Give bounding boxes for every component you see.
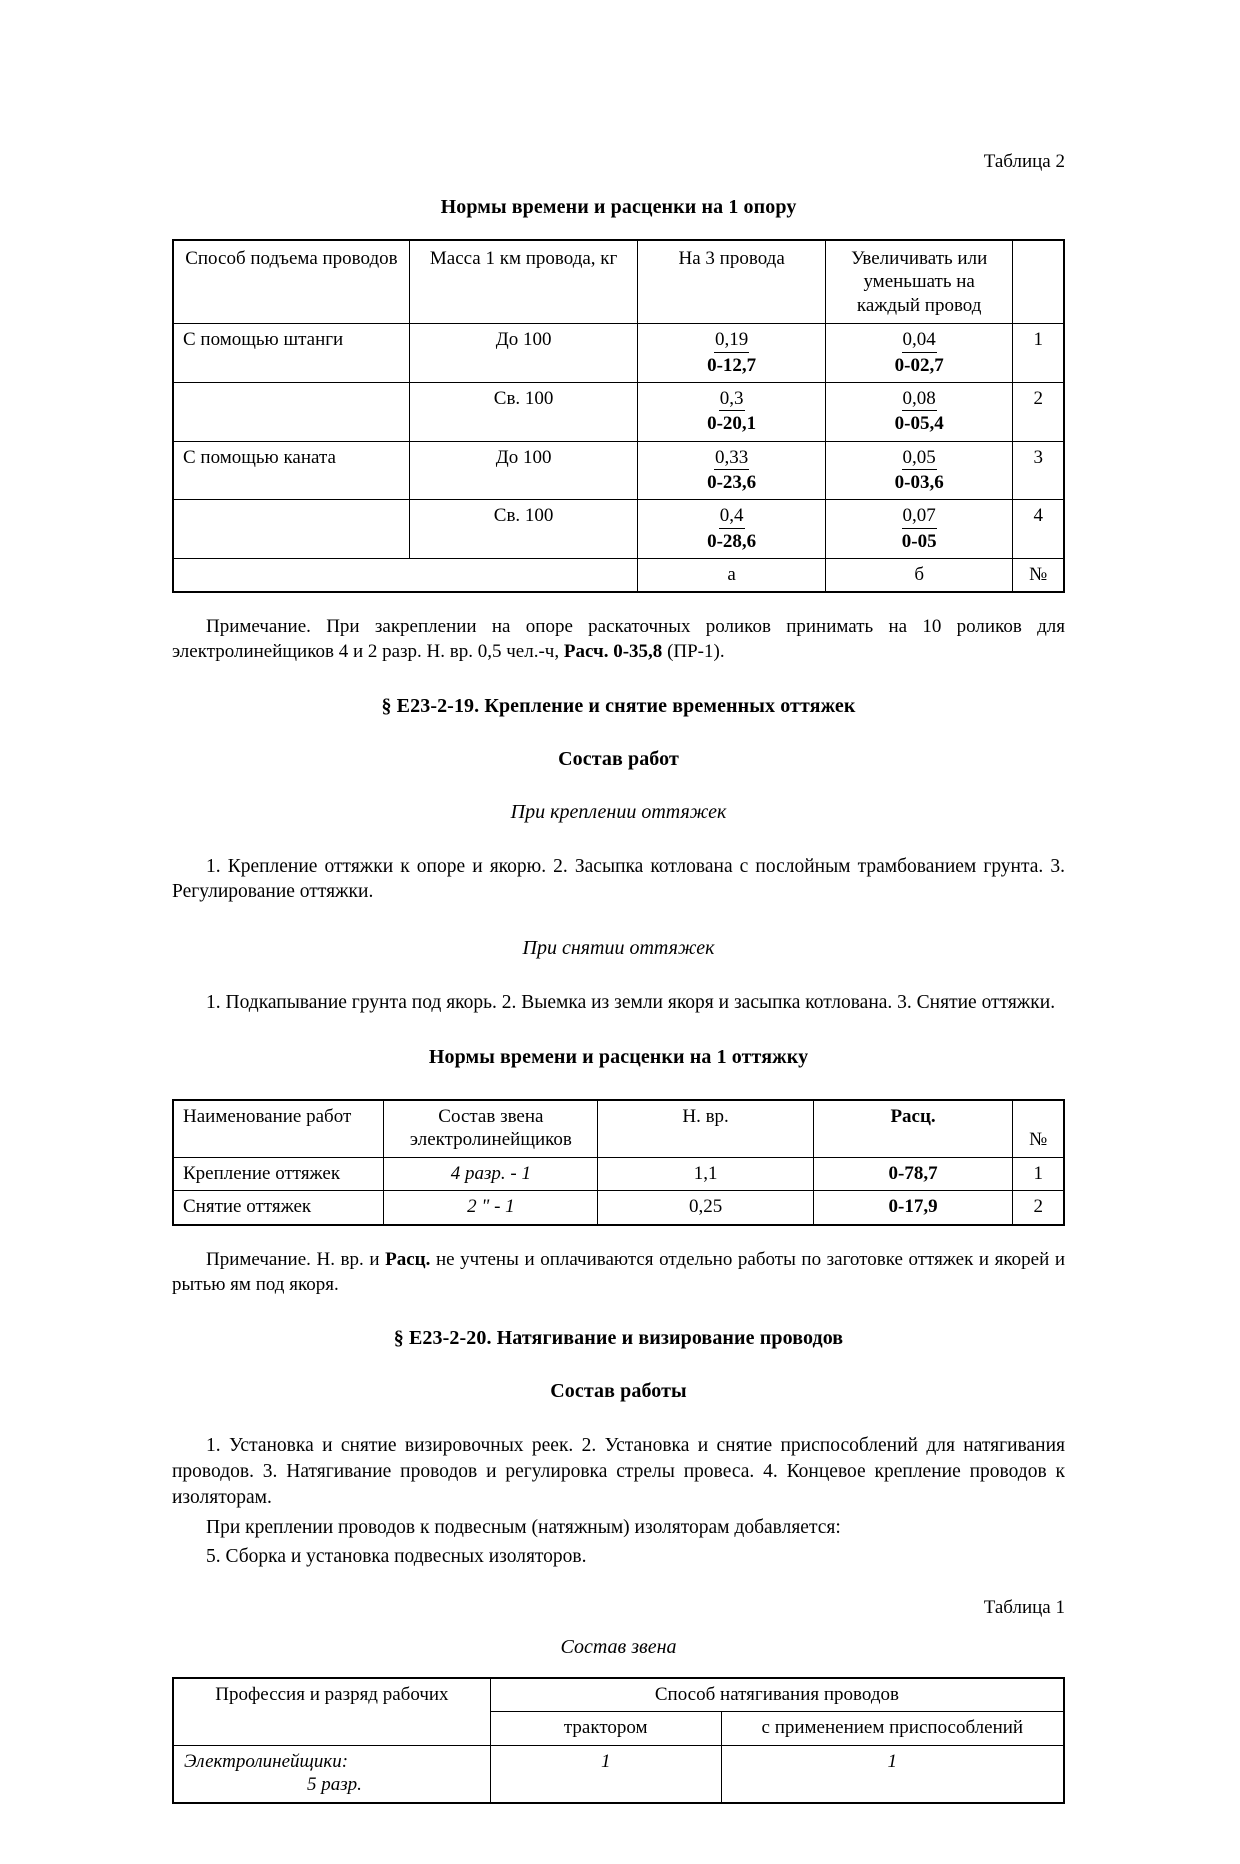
paragraph-insulator-assembly: 5. Сборка и установка подвесных изоляторов.	[206, 1546, 587, 1568]
table2-r1-norm: 0,25	[598, 1191, 813, 1225]
paragraph-tensioning-steps: 1. Установка и снятие визировочных реек. 2. Установка и снятие приспособлений для натягивания проводов. 3. Натягивание проводов и регулировка стрелы провеса. 4. Концевое крепление проводов к изоляторам.	[172, 1435, 1065, 1508]
table2-header-rate: Расц.	[813, 1100, 1013, 1158]
table1-r1-each	[825, 382, 1013, 441]
subheading-attaching: При креплении оттяжек	[510, 800, 727, 823]
section-heading-e23-2-20: § Е23-2-20. Натягивание и визирование проводов	[393, 1327, 844, 1350]
profession-name: Электролинейщики:	[184, 1750, 349, 1772]
table-row	[173, 1191, 1064, 1225]
table1-r0-each	[825, 324, 1013, 383]
table1-r2-method: С помощью каната	[173, 441, 409, 500]
table2-r0-num: 1	[1013, 1157, 1064, 1191]
norm-value: 0,08	[902, 388, 937, 411]
norm-value: 0,3	[719, 388, 745, 411]
table3-header-profession: Профессия и разряд рабочих	[173, 1678, 490, 1746]
table1-footer-blank	[173, 558, 638, 592]
table2-r1-crew: 2 " - 1	[384, 1191, 598, 1225]
table1-r0-method: С помощью штанги	[173, 324, 409, 383]
table3-header-method-span: Способ натягивания проводов	[490, 1678, 1064, 1712]
note-text-a: При закреплении на опоре раскаточных роликов принимать на 10 роликов для электролинейщиков 4 и 2 разр. Н. вр. 0,5 чел.-ч,	[172, 616, 1066, 662]
table3-caption: Таблица 1	[983, 1597, 1065, 1619]
table-row	[173, 441, 1064, 500]
table3-r0-devices: 1	[721, 1745, 1064, 1803]
table1-r1-three	[638, 382, 826, 441]
table3-r0-profession	[173, 1745, 490, 1803]
paragraph-suspension-note: При креплении проводов к подвесным (натяжным) изоляторам добавляется:	[206, 1516, 841, 1538]
note-lead: Примечание.	[206, 616, 311, 638]
table-header-row	[173, 1678, 1064, 1712]
table-row	[173, 1745, 1064, 1803]
table1-r2-each	[825, 441, 1013, 500]
table2-r0-rate: 0-78,7	[813, 1157, 1013, 1191]
table1-r3-three	[638, 500, 826, 559]
subheading-removing: При снятии оттяжек	[522, 937, 715, 960]
table1-r0-num: 1	[1013, 324, 1064, 383]
rate-value: 0-03,6	[894, 471, 944, 493]
table1-header-each-wire: Увеличивать или уменьшать на каждый провод	[825, 240, 1013, 324]
table2-r1-num: 2	[1013, 1191, 1064, 1225]
section-heading-e23-2-19: § Е23-2-19. Крепление и снятие временных оттяжек	[381, 694, 856, 717]
table2-header-work: Наименование работ	[173, 1100, 384, 1158]
note-after-table2	[172, 1248, 1065, 1297]
table1-header-num	[1013, 240, 1064, 324]
rate-value: 0-05,4	[894, 413, 944, 435]
composition-title-20: Состав работы	[550, 1380, 687, 1403]
table-row	[173, 382, 1064, 441]
norm-value: 0,33	[714, 447, 749, 470]
table-row	[173, 1157, 1064, 1191]
table1-r3-mass: Св. 100	[409, 500, 638, 559]
paragraph-attaching-steps: 1. Крепление оттяжки к опоре и якорю. 2. Засыпка котлована с послойным трамбованием грунта. 3. Регулирование оттяжки.	[172, 855, 1065, 903]
note-lead: Примечание.	[206, 1249, 311, 1271]
note-bold: Расч. 0-35,8	[563, 640, 663, 662]
table-header-row	[173, 240, 1064, 324]
note-text-c: (ПР-1).	[667, 640, 725, 662]
table2-header-num: №	[1013, 1100, 1064, 1158]
table-norms-per-support	[172, 239, 1065, 594]
table2-header-crew: Состав звена электролинейщиков	[384, 1100, 598, 1158]
table-footer-row	[173, 558, 1064, 592]
norm-value: 0,4	[719, 505, 745, 528]
norm-value: 0,07	[902, 505, 937, 528]
note-after-table1	[172, 615, 1065, 664]
note-bold: Расц.	[385, 1249, 431, 1271]
norm-value: 0,05	[902, 447, 937, 470]
table1-r3-num: 4	[1013, 500, 1064, 559]
table3-header-devices: с применением приспособлений	[721, 1712, 1064, 1746]
table-crew-composition	[172, 1677, 1065, 1804]
table1-r2-mass: До 100	[409, 441, 638, 500]
table2-r1-work: Снятие оттяжек	[173, 1191, 384, 1225]
table2-r0-crew: 4 разр. - 1	[384, 1157, 598, 1191]
note-text-c: не учтены и оплачиваются отдельно работы по заготовке оттяжек и якорей и рытью ям под якоря.	[172, 1249, 1066, 1295]
rate-value: 0-05	[901, 530, 937, 552]
note-text-a: Н. вр. и	[316, 1249, 380, 1271]
table1-footer-b: б	[825, 558, 1013, 592]
norm-value: 0,04	[902, 329, 937, 352]
table3-title: Состав звена	[560, 1635, 677, 1658]
table1-header-method: Способ подъема проводов	[173, 240, 409, 324]
table1-footer-a: а	[638, 558, 826, 592]
rate-value: 0-23,6	[707, 471, 757, 493]
profession-rank: 5 разр.	[306, 1774, 362, 1796]
paragraph-removing-steps: 1. Подкапывание грунта под якорь. 2. Выемка из земли якоря и засыпка котлована. 3. Снятие оттяжки.	[206, 992, 1056, 1014]
rate-value: 0-02,7	[894, 354, 944, 376]
table-header-row	[173, 1100, 1064, 1158]
table3-r0-tractor: 1	[490, 1745, 721, 1803]
table2-r0-norm: 1,1	[598, 1157, 813, 1191]
table1-r2-three	[638, 441, 826, 500]
table1-r1-num: 2	[1013, 382, 1064, 441]
table1-header-three-wires: На 3 провода	[638, 240, 826, 324]
table2-r0-work: Крепление оттяжек	[173, 1157, 384, 1191]
table1-r1-method	[173, 382, 409, 441]
rate-value: 0-12,7	[707, 354, 757, 376]
rate-value: 0-20,1	[707, 413, 757, 435]
table1-caption: Таблица 2	[983, 151, 1065, 172]
table-row	[173, 500, 1064, 559]
table2-header-norm: Н. вр.	[598, 1100, 813, 1158]
table1-r0-three	[638, 324, 826, 383]
table2-r1-rate: 0-17,9	[813, 1191, 1013, 1225]
table1-title: Нормы времени и расценки на 1 опору	[440, 195, 797, 218]
table1-r0-mass: До 100	[409, 324, 638, 383]
table-row	[173, 324, 1064, 383]
composition-title-19: Состав работ	[558, 747, 679, 770]
table1-header-mass: Масса 1 км провода, кг	[409, 240, 638, 324]
table2-title: Нормы времени и расценки на 1 оттяжку	[428, 1045, 809, 1068]
table1-r3-method	[173, 500, 409, 559]
table1-r2-num: 3	[1013, 441, 1064, 500]
norm-value: 0,19	[714, 329, 749, 352]
table-norms-per-guy	[172, 1099, 1065, 1226]
table1-r1-mass: Св. 100	[409, 382, 638, 441]
table1-r3-each	[825, 500, 1013, 559]
rate-value: 0-28,6	[707, 530, 757, 552]
table1-footer-num: №	[1013, 558, 1064, 592]
table3-header-tractor: трактором	[490, 1712, 721, 1746]
